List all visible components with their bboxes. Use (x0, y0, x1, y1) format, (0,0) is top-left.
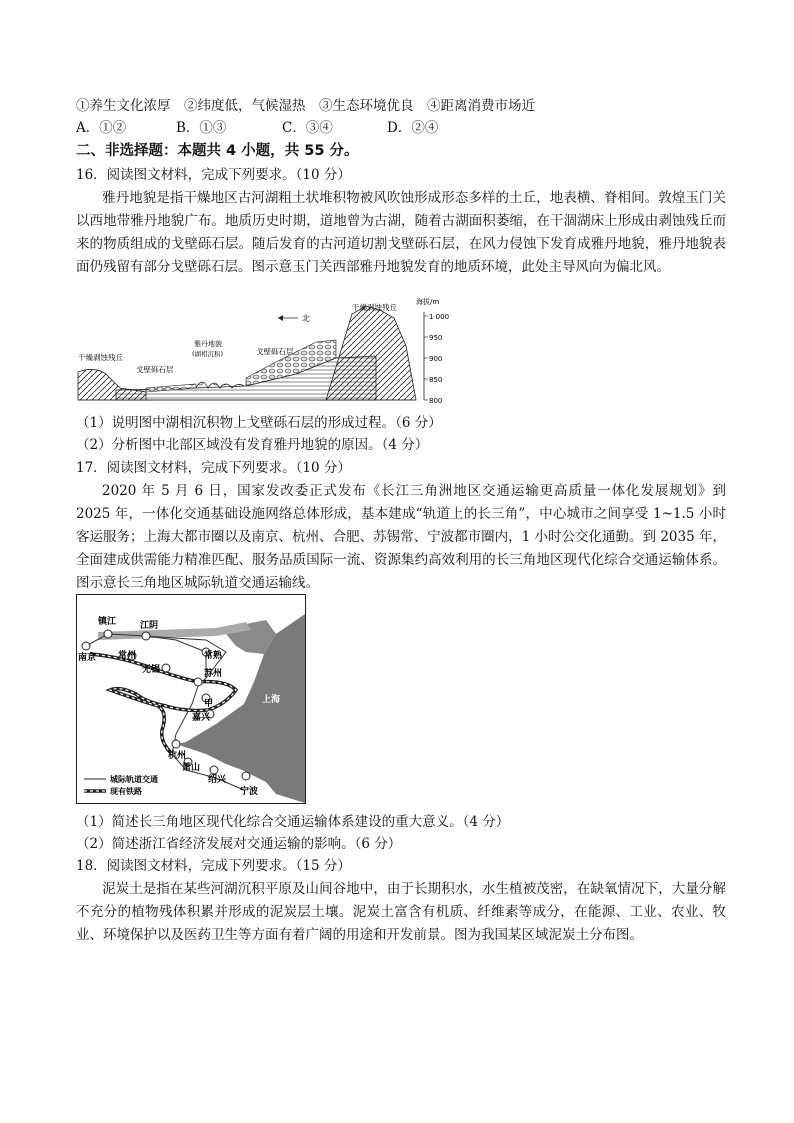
city-hangzhou: 杭州 (168, 751, 187, 761)
label-gravel-left: 戈壁砾石层 (136, 365, 174, 374)
label-left-hill: 干燥剥蚀残丘 (78, 353, 123, 362)
city-jia: 甲 (204, 699, 214, 709)
q15-option-d: D．②④ (387, 120, 439, 136)
tick-900: 900 (429, 355, 443, 363)
city-jiaxing: 嘉兴 (192, 713, 211, 723)
city-zhenjiang: 镇江 (98, 617, 117, 627)
q18-material-text: 泥炭土是指在某些河湖沉积平原及山间谷地中，由于长期积水，水生植被茂密，在缺氧情况下，大量分解不充分的植物残体积累并形成的泥炭层土壤。泥炭土富含有机质、纤维素等成分，在能源、工业、农业、牧业、环境保护以及医药卫生等方面有着广阔的用途和开发前景。图为我国某区域泥炭土分布图。 (76, 881, 726, 943)
label-yardang: 雅丹地貌 (194, 340, 222, 348)
q17-stem: 17．阅读图文材料，完成下列要求。（10 分） (76, 460, 351, 476)
q17-sub1: （1）简述长三角地区现代化综合交通运输体系建设的重大意义。（4 分） (76, 814, 510, 830)
q16-sub1: （1）说明图中湖相沉积物上戈壁砾石层的形成过程。（6 分） (76, 415, 442, 431)
city-nanjing: 南京 (78, 653, 97, 663)
city-changzhou: 常州 (118, 651, 137, 661)
q18-material (76, 878, 726, 947)
q16-stem: 16．阅读图文材料，完成下列要求。（10 分） (76, 167, 351, 183)
q16-material (76, 187, 726, 279)
tick-1000: 1 000 (429, 313, 450, 321)
q16-sub2: （2）分析图中北部区域没有发育雅丹地貌的原因。（4 分） (76, 437, 429, 453)
label-right-hill: 干燥剥蚀残丘 (352, 303, 397, 312)
legend-railway: 现有铁路 (110, 787, 142, 796)
city-shanghai: 上海 (262, 695, 281, 705)
legend-intercity: 城际轨道交通 (110, 775, 158, 784)
label-lake: (湖相沉积) (192, 350, 224, 358)
label-gravel-right: 戈壁砾石层 (256, 347, 294, 356)
tick-850: 850 (429, 376, 443, 384)
q15-option-a: A．①② (76, 120, 127, 136)
city-suzhou: 苏州 (204, 669, 223, 679)
section-title: 二、非选择题：本题共 4 小题，共 55 分。 (76, 143, 359, 159)
north-label: 北 (302, 314, 310, 323)
q18-stem: 18．阅读图文材料，完成下列要求。（15 分） (76, 858, 351, 874)
city-changshu: 常熟 (204, 651, 223, 661)
elev-label: 海拔/m (416, 298, 440, 306)
tick-950: 950 (429, 334, 443, 342)
city-xiaoshan: 萧山 (182, 763, 201, 773)
q15-statements: ①养生文化浓厚 ②纬度低，气候湿热 ③生态环境优良 ④距离消费市场近 (76, 98, 535, 114)
q16-material-text: 雅丹地貌是指干燥地区古河湖粗土状堆积物被风吹蚀形成形态多样的土丘，地表横、脊相间。敦煌玉门关以西地带雅丹地貌广布。地质历史时期，道地曾为古湖，随着古湖面积萎缩，在干涸湖床上形成由剥蚀残丘而来的物质组成的戈壁砾石层。随后发育的古河道切割戈壁砾石层，在风力侵蚀下发育成雅丹地貌，雅丹地貌表面仍残留有部分戈壁砾石层。图示意玉门关西部雅丹地貌发育的地质环境，此处主导风向为偏北风。 (76, 190, 726, 275)
city-jiangyin: 江阴 (140, 621, 159, 631)
tick-800: 800 (429, 397, 443, 405)
city-wuxi: 无锡 (142, 665, 161, 675)
q15-option-b: B．①③ (176, 120, 227, 136)
q17-material (76, 480, 726, 595)
yangtze-delta-map (76, 594, 306, 804)
yardang-diagram (76, 296, 456, 408)
city-ningbo: 宁波 (240, 787, 259, 797)
city-shaoxing: 绍兴 (208, 775, 227, 785)
q15-option-c: C．③④ (282, 120, 333, 136)
q17-material-text: 2020 年 5 月 6 日，国家发改委正式发布《长江三角洲地区交通运输更高质量一体化发展规划》到 2025 年，一体化交通基础设施网络总体形成，基本建成“轨道上的长三角”，中心城市之间享受 1~1.5 小时客运服务；上海大都市圈以及南京、杭州、合肥、苏锡常、宁波都市圈内，1 小时公交化通勤。到 2035 年，全面建成供需能力精准匹配、服务品质国际一流、资源集约高效利用的长三角地区现代化综合交通运输体系。图示意长三角地区城际轨道交通运输线。 (76, 483, 726, 591)
q17-sub2: （2）简述浙江省经济发展对交通运输的影响。（6 分） (76, 836, 402, 852)
